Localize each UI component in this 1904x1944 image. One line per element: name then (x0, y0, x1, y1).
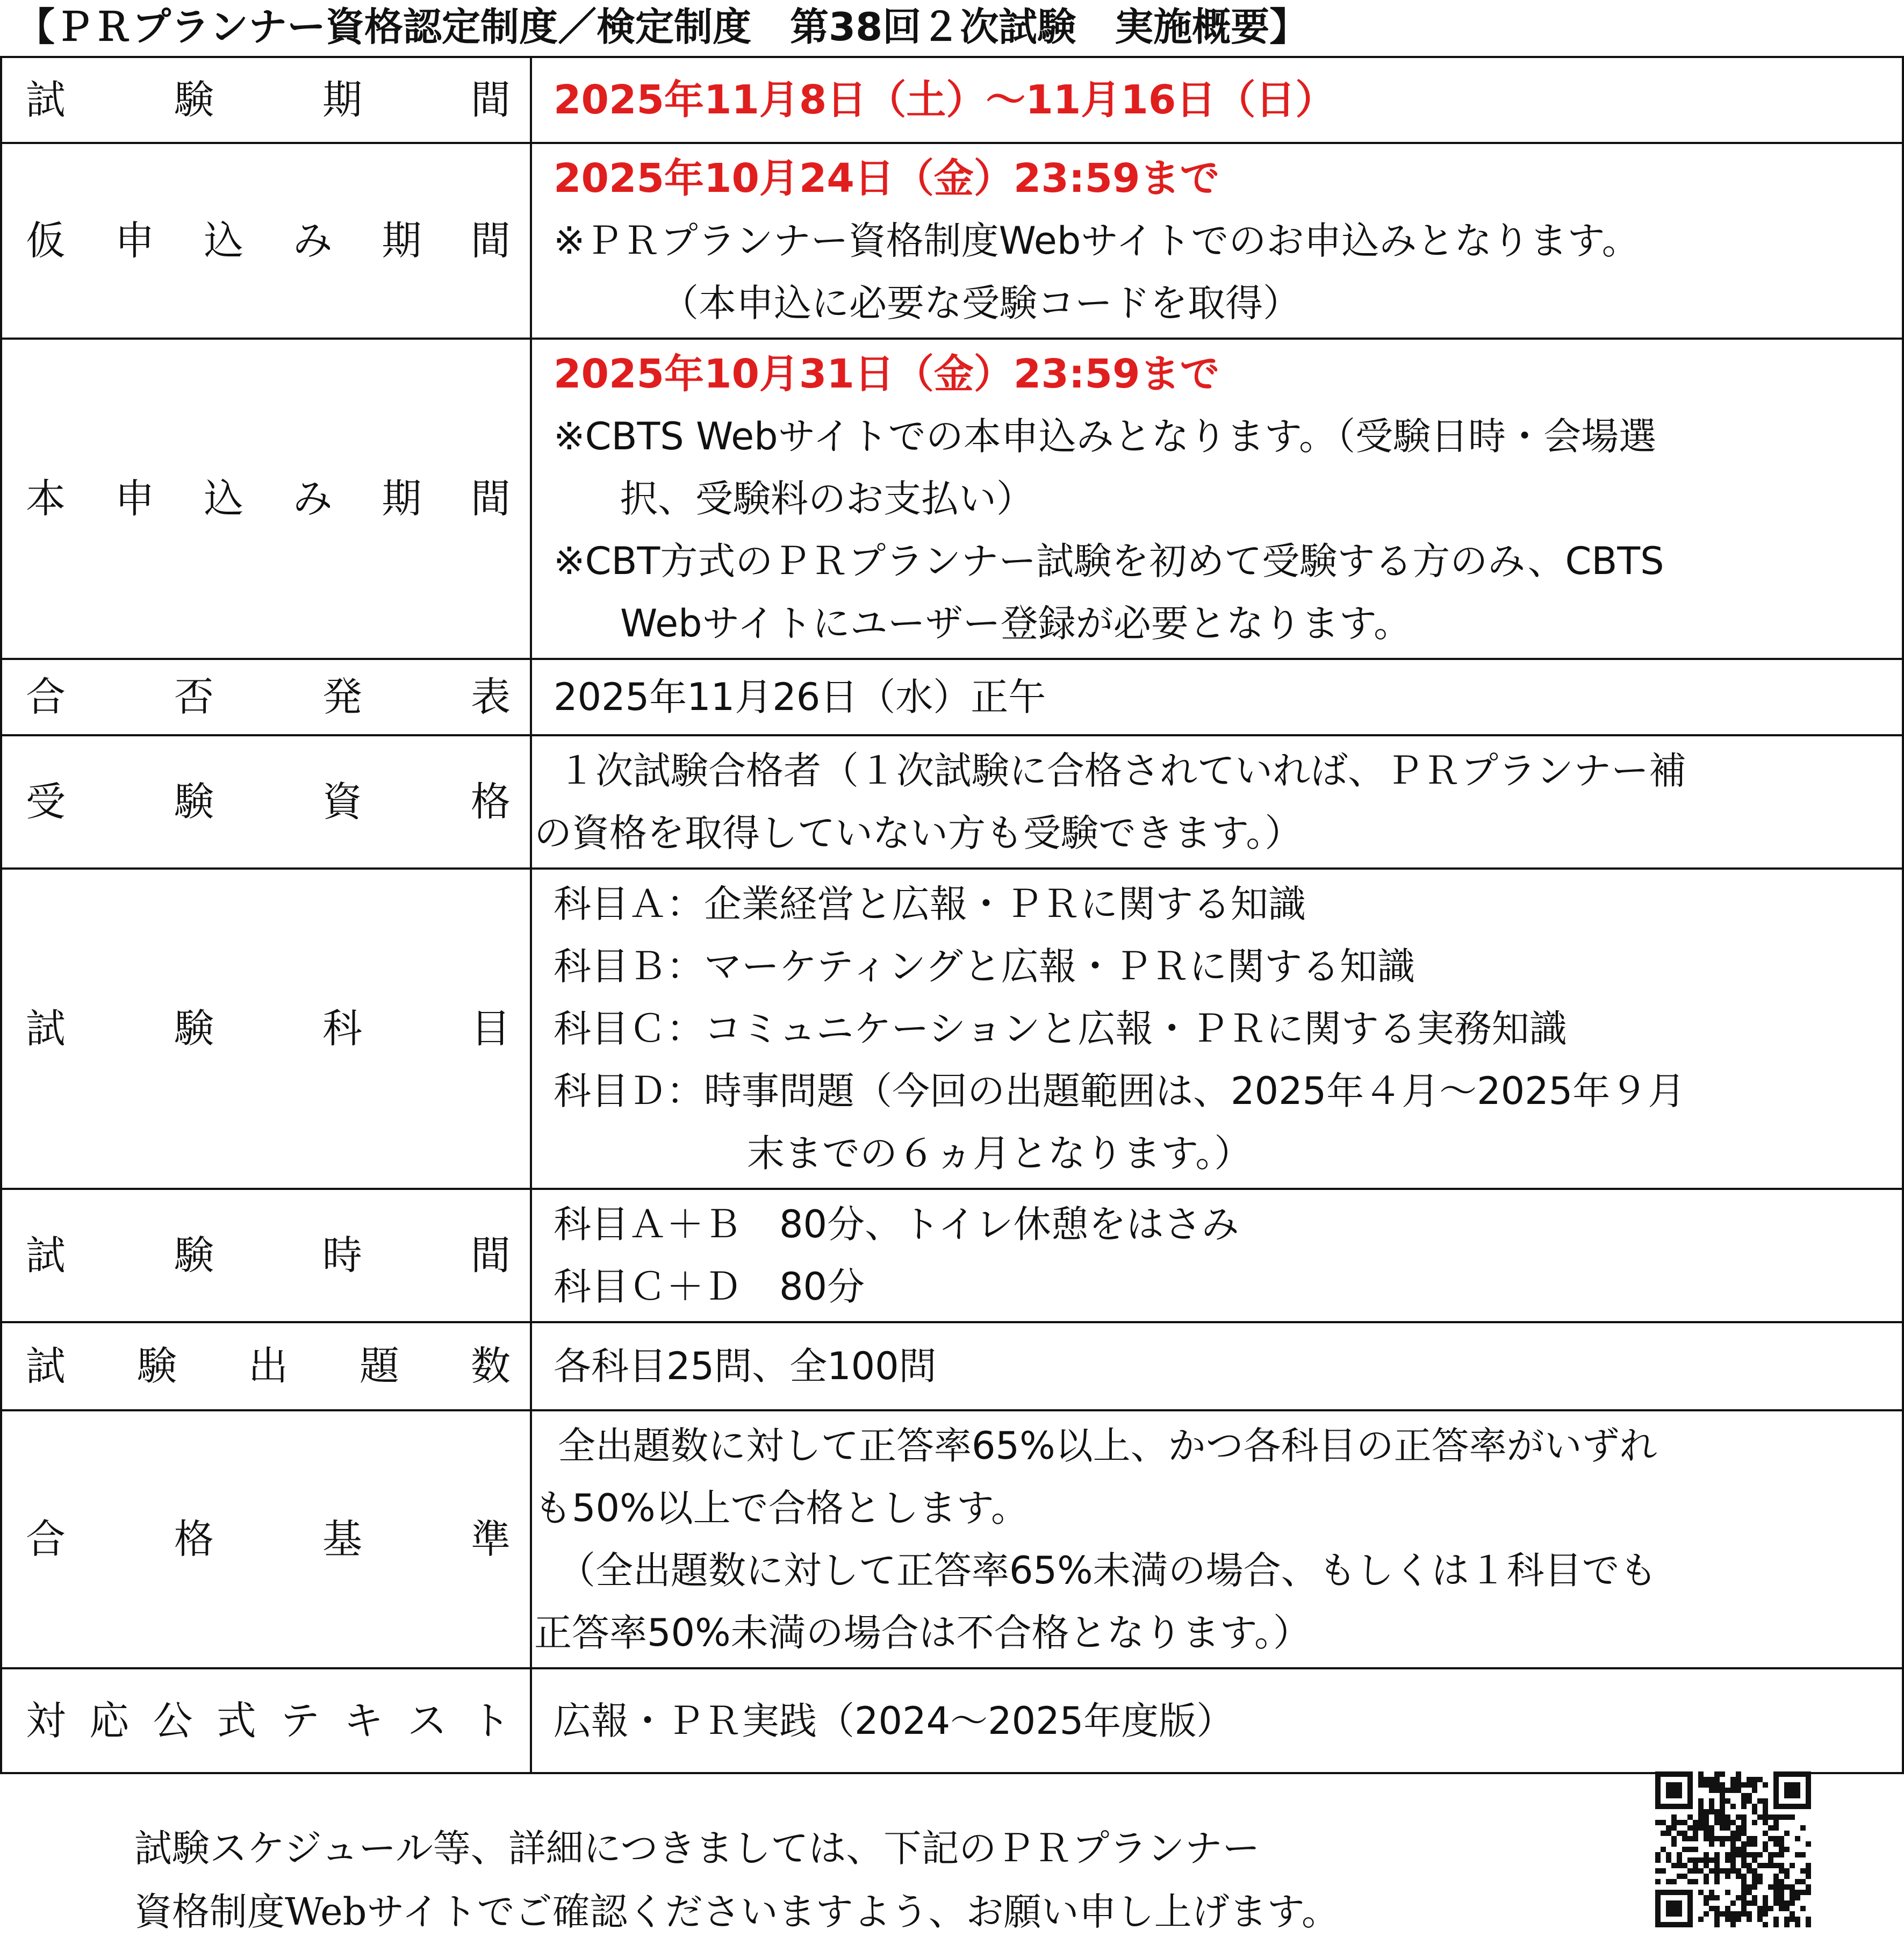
label-char: 格 (174, 1516, 214, 1562)
row-label-results (1, 659, 531, 735)
row-content-provisional-application (531, 143, 1903, 339)
label-char: 準 (471, 1516, 511, 1562)
label-char: 発 (322, 674, 362, 720)
label-char: 試 (26, 1232, 66, 1279)
table-row (1, 57, 1903, 143)
label-char: 時 (322, 1232, 362, 1279)
row-content-exam-period (531, 57, 1903, 143)
label-char: 期 (382, 476, 422, 522)
label-char: 本 (26, 476, 66, 522)
label-char: 仮 (26, 218, 66, 264)
exam-period-date: 2025年11月8日（土）〜11月16日（日） (554, 77, 1335, 123)
row-content-results (531, 659, 1903, 735)
label-char: 否 (174, 674, 214, 720)
label-char: 目 (471, 1006, 511, 1052)
label-char: 基 (322, 1516, 362, 1562)
row-content-question-count (531, 1322, 1903, 1410)
label-char: 応 (89, 1697, 130, 1744)
label-char: 題 (360, 1343, 399, 1389)
table-row (1, 1668, 1903, 1773)
label-char: 間 (470, 476, 511, 522)
label-char: 験 (174, 779, 214, 825)
table-row (1, 659, 1903, 735)
main-note-1-cont: 択、受験料のお支払い） (620, 477, 1034, 521)
row-label-eligibility (1, 735, 531, 869)
table-row (1, 1410, 1903, 1668)
criteria-line-2: も50%以上で合格とします。 (534, 1486, 1029, 1530)
subject-a: 科目Ａ：企業経営と広報・ＰＲに関する知識 (554, 882, 1306, 926)
label-char: キ (343, 1697, 384, 1744)
label-char: 合 (26, 1516, 66, 1562)
label-char: 式 (216, 1697, 256, 1744)
label-char: 申 (114, 476, 155, 522)
duration-cd: 科目Ｃ＋Ｄ 80分 (554, 1265, 865, 1309)
footer-line-1: 試験スケジュール等、詳細につきましては、下記のＰＲプランナー (134, 1826, 1260, 1870)
criteria-line-4: 正答率50%未満の場合は不合格となります。） (534, 1611, 1311, 1655)
row-content-eligibility (531, 735, 1903, 869)
row-content-main-application (531, 339, 1903, 659)
table-row (1, 143, 1903, 339)
label-char: 験 (174, 77, 214, 123)
label-char: 申 (114, 218, 155, 264)
subject-d: 科目Ｄ：時事問題（今回の出題範囲は、2025年４月〜2025年９月 (554, 1069, 1686, 1113)
label-char: 期 (382, 218, 422, 264)
main-deadline: 2025年10月31日（金）23:59まで (554, 351, 1220, 397)
row-label-provisional-application (1, 143, 531, 339)
document-title: 【ＰＲプランナー資格認定制度／検定制度 第38回２次試験 実施概要】 (16, 4, 1309, 49)
qr-code-icon[interactable] (1655, 1771, 1811, 1927)
table-row (1, 1189, 1903, 1322)
main-note-2-cont: Webサイトにユーザー登録が必要となります。 (620, 601, 1412, 645)
label-char: テ (280, 1697, 320, 1744)
table-row (1, 735, 1903, 869)
main-note-1: ※CBTS Webサイトでの本申込みとなります。（受験日時・会場選 (554, 414, 1657, 458)
footer-line-2: 資格制度Webサイトでご確認くださいますよう、お願い申し上げます。 (134, 1890, 1339, 1934)
criteria-line-3: （全出題数に対して正答率65%未満の場合、もしくは１科目でも (558, 1548, 1657, 1592)
exam-overview-table (0, 56, 1904, 1774)
label-char: 験 (174, 1232, 214, 1279)
row-content-subjects (531, 869, 1903, 1189)
subject-d-cont: 末までの６ヵ月となります。） (747, 1131, 1252, 1175)
label-char: 表 (471, 674, 511, 720)
label-char: ト (470, 1697, 511, 1744)
label-char: 込 (204, 218, 244, 264)
row-label-duration (1, 1189, 531, 1322)
eligibility-line-1: １次試験合格者（１次試験に合格されていれば、ＰＲプランナー補 (558, 749, 1686, 793)
row-label-official-text (1, 1668, 531, 1773)
official-text-title: 広報・ＰＲ実践（2024〜2025年度版） (554, 1698, 1234, 1743)
label-char: 込 (204, 476, 244, 522)
label-char: 期 (322, 77, 362, 123)
label-char: 試 (26, 1006, 66, 1052)
row-content-official-text (531, 1668, 1903, 1773)
label-char: 間 (471, 77, 511, 123)
footer-note (134, 1817, 1339, 1943)
row-content-pass-criteria (531, 1410, 1903, 1668)
label-char: 試 (26, 77, 66, 123)
table-row (1, 339, 1903, 659)
row-label-question-count (1, 1322, 531, 1410)
question-count: 各科目25問、全100問 (554, 1344, 937, 1388)
row-content-duration (531, 1189, 1903, 1322)
label-char: み (292, 218, 333, 264)
table-row (1, 869, 1903, 1189)
label-char: 間 (470, 218, 511, 264)
row-label-subjects (1, 869, 531, 1189)
results-date: 2025年11月26日（水）正午 (554, 675, 1046, 719)
table-row (1, 1322, 1903, 1410)
subject-c: 科目Ｃ：コミュニケーションと広報・ＰＲに関する実務知識 (554, 1007, 1567, 1051)
label-char: 公 (153, 1697, 193, 1744)
provisional-note: ※ＰＲプランナー資格制度Webサイトでのお申込みとなります。 (554, 219, 1640, 263)
label-char: み (292, 476, 333, 522)
label-char: 対 (26, 1697, 66, 1744)
provisional-note-sub: （本申込に必要な受験コードを取得） (661, 281, 1301, 325)
row-label-pass-criteria (1, 1410, 531, 1668)
main-note-2: ※CBT方式のＰＲプランナー試験を初めて受験する方のみ、CBTS (554, 539, 1664, 583)
eligibility-line-2: の資格を取得していない方も受験できます。） (534, 811, 1303, 855)
label-char: 受 (26, 779, 66, 825)
label-char: 間 (471, 1232, 511, 1279)
row-label-exam-period (1, 57, 531, 143)
provisional-deadline: 2025年10月24日（金）23:59まで (554, 155, 1220, 202)
label-char: 験 (174, 1006, 214, 1052)
label-char: ス (407, 1697, 447, 1744)
label-char: 科 (322, 1006, 362, 1052)
label-char: 資 (322, 779, 362, 825)
label-char: 出 (248, 1343, 288, 1389)
label-char: 数 (471, 1343, 511, 1389)
row-label-main-application (1, 339, 531, 659)
label-char: 験 (137, 1343, 177, 1389)
duration-ab: 科目Ａ＋Ｂ 80分、トイレ休憩をはさみ (554, 1202, 1239, 1246)
label-char: 格 (471, 779, 511, 825)
criteria-line-1: 全出題数に対して正答率65%以上、かつ各科目の正答率がいずれ (558, 1424, 1657, 1468)
subject-b: 科目Ｂ：マーケティングと広報・ＰＲに関する知識 (554, 944, 1415, 988)
label-char: 合 (26, 674, 66, 720)
label-char: 試 (26, 1343, 66, 1389)
